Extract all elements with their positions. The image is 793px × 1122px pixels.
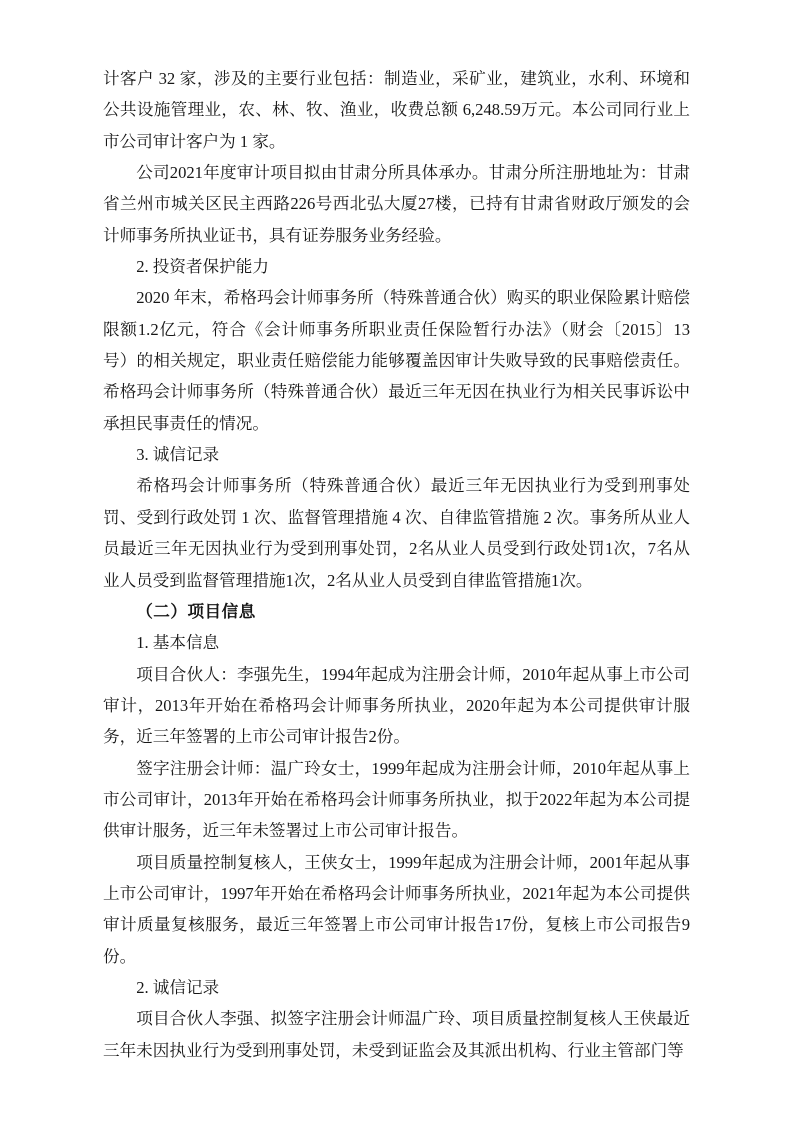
paragraph-project-team-integrity: 项目合伙人李强、拟签字注册会计师温广玲、项目质量控制复核人王侠最近三年未因执业行为受到刑事处罚，未受到证监会及其派出机构、行业主管部门等	[103, 1009, 690, 1060]
heading-integrity-record-firm: 3. 诚信记录	[136, 445, 220, 465]
heading-integrity-record-project: 2. 诚信记录	[136, 977, 220, 997]
section-heading-project-information: （二）项目信息	[136, 601, 256, 621]
paragraph-firm-integrity-record: 希格玛会计师事务所（特殊普通合伙）最近三年无因执业行为受到刑事处罚、受到行政处罚 1 次、监督管理措施 4 次、自律监管措施 2 次。事务所从业人员最近三年无因执业行为受到刑事处罚，2名从业人员受到行政处罚1次，7名从业人员受到监督管理措施1次，2名从业人员受到自律监管措施1次。	[103, 476, 690, 590]
heading-basic-information: 1. 基本信息	[136, 633, 220, 653]
heading-investor-protection: 2. 投资者保护能力	[136, 257, 269, 277]
paragraph-gansu-branch: 公司2021年度审计项目拟由甘肃分所具体承办。甘肃分所注册地址为：甘肃省兰州市城关区民主西路226号西北弘大厦27楼，已持有甘肃省财政厅颁发的会计师事务所执业证书，具有证券服务业务经验。	[103, 163, 690, 245]
paragraph-project-partner: 项目合伙人：李强先生，1994年起成为注册会计师，2010年起从事上市公司审计，2013年开始在希格玛会计师事务所执业，2020年起为本公司提供审计服务，近三年签署的上市公司审计报告2份。	[103, 664, 690, 747]
paragraph-signing-cpa: 签字注册会计师：温广玲女士，1999年起成为注册会计师，2010年起从事上市公司审计，2013年开始在希格玛会计师事务所执业，拟于2022年起为本公司提供审计服务，近三年未签署过上市公司审计报告。	[103, 758, 690, 841]
paragraph-audit-clients-industries: 计客户 32 家，涉及的主要行业包括：制造业，采矿业，建筑业，水利、环境和公共设施管理业，农、林、牧、渔业，收费总额 6,248.59万元。本公司同行业上市公司审计客户为 1 家。	[103, 69, 690, 151]
paragraph-quality-control-reviewer: 项目质量控制复核人，王侠女士，1999年起成为注册会计师，2001年起从事上市公司审计，1997年开始在希格玛会计师事务所执业，2021年起为本公司提供审计质量复核服务，最近三年签署上市公司审计报告17份，复核上市公司报告9份。	[103, 852, 690, 966]
document-body	[103, 63, 690, 1066]
paragraph-insurance-coverage: 2020 年末，希格玛会计师事务所（特殊普通合伙）购买的职业保险累计赔偿限额1.2亿元，符合《会计师事务所职业责任保险暂行办法》（财会〔2015〕13 号）的相关规定，职业责任赔偿能力能够覆盖因审计失败导致的民事赔偿责任。希格玛会计师事务所（特殊普通合伙）最近三年无因在执业行为相关民事诉讼中承担民事责任的情况。	[103, 288, 690, 433]
